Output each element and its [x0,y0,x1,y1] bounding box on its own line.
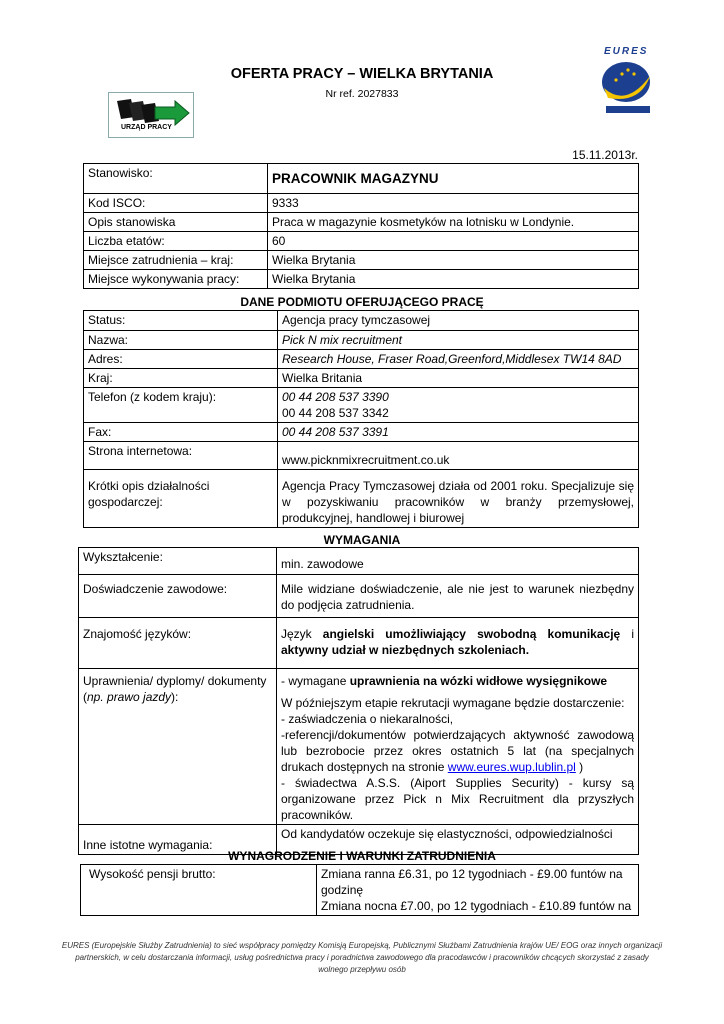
table-row [84,194,639,213]
business-description-label: Krótki opis działalności gospodarczej: [84,470,278,528]
fax-value: 00 44 208 537 3391 [278,423,639,442]
table-row [79,575,639,618]
permissions-text-f: ) [575,760,584,774]
table-row [84,213,639,232]
education-value: min. zawodowe [277,548,639,575]
job-position-value: PRACOWNIK MAGAZYNU [272,171,439,186]
website-link[interactable]: www.picknmixrecruitment.co.uk [282,453,450,467]
experience-value: Mile widziane doświadczenie, ale nie jest to warunek niezbędny do podjęcia zatrudnienia. [277,575,639,618]
table-row [79,669,639,825]
table-row [84,251,639,270]
permissions-text-c: W późniejszym etapie rekrutacji wymagane będzie dostarczenie: [281,696,625,710]
employment-country-label: Miejsce zatrudnienia – kraj: [84,251,268,270]
languages-text-4: aktywny udział w niezbędnych szkoleniach. [281,643,530,657]
company-name-label: Nazwa: [84,331,278,350]
employment-country-value: Wielka Brytania [268,251,639,270]
table-row [84,388,639,423]
other-requirements-value: Od kandydatów oczekuje się elastyczności, odpowiedzialności [277,825,639,855]
table-row [84,270,639,289]
phone-label: Telefon (z kodem kraju): [84,388,278,423]
salary-morning-shift: Zmiana ranna £6.31, po 12 tygodniach - £9.00 funtów na godzinę [321,867,623,897]
isco-value: 9333 [268,194,639,213]
salary-night-shift: Zmiana nocna £7.00, po 12 tygodniach - £10.89 funtów na [321,899,632,913]
address-label: Adres: [84,350,278,369]
table-row [84,442,639,470]
job-table [83,163,639,289]
offer-date: 15.11.2013r. [572,148,638,162]
job-description-value: Praca w magazynie kosmetyków na lotnisku w Londynie. [268,213,639,232]
employer-heading: DANE PODMIOTU OFERUJĄCEGO PRACĘ [240,295,484,309]
experience-label: Doświadczenie zawodowe: [79,575,277,618]
languages-label: Znajomość języków: [79,618,277,669]
address-value: Research House, Fraser Road,Greenford,Middlesex TW14 8AD [278,350,639,369]
permissions-label: Uprawnienia/ dyplomy/ dokumenty (np. prawo jazdy): [79,669,277,825]
permissions-text-g: - świadectwa A.S.S. (Aiport Supplies Security) - kursy są organizowane przez Pick n Mix Recruitment dla przyszłych pracowników. [281,776,634,822]
education-label: Wykształcenie: [79,548,277,575]
permissions-label-text: Uprawnienia/ dyplomy/ dokumenty [83,674,267,688]
table-row [84,470,639,528]
requirements-table [78,547,639,855]
table-row [79,618,639,669]
country-label: Kraj: [84,369,278,388]
table-row [84,232,639,251]
table-row [84,350,639,369]
pay-heading: WYNAGRODZENIE I WARUNKI ZATRUDNIENIA [228,849,496,863]
table-row [79,548,639,575]
permissions-value [277,669,639,825]
eures-lublin-link[interactable]: www.eures.wup.lublin.pl [447,760,576,774]
eures-logo-text: EURES [604,46,649,57]
phone-value-2: 00 44 208 537 3342 [282,406,389,420]
positions-count-label: Liczba etatów: [84,232,268,251]
permissions-text-e: -referencji/dokumentów potwierdzających aktywność zawodową lub bezrobocie przez okres ostatnich 5 lat (na specjalnych drukach dostępnych na stronie [281,728,634,774]
company-name-value: Pick N mix recruitment [278,331,639,350]
eures-logo [596,46,662,118]
status-value: Agencja pracy tymczasowej [278,311,639,331]
salary-label: Wysokość pensji brutto: [81,865,317,916]
website-label: Strona internetowa: [84,442,278,470]
requirements-heading: WYMAGANIA [323,533,401,547]
table-row [84,164,639,194]
permissions-forklift: uprawnienia na wózki widłowe wysięgnikowe [349,674,608,688]
permissions-text-d: - zaświadczenia o niekaralności, [281,712,454,726]
table-row [84,311,639,331]
languages-value [277,618,639,669]
table-row [81,865,639,916]
table-row [84,423,639,442]
footer-note: EURES (Europejskie Służby Zatrudnienia) to sieć współpracy pomiędzy Komisją Europejską, Publicznymi Służbami Zatrudnienia krajów UE/ EOG oraz innych organizacji partnerskich, w celu dostarczania informacji, usług pośrednictwa pracy i poradnictwa zawodowego dla pracodawców i pracowników chcących skorzystać z zasady wolnego przepływu osób [61,941,663,974]
languages-text-3: i [620,627,634,641]
page-title: OFERTA PRACY – WIELKA BRYTANIA [230,66,494,82]
isco-label: Kod ISCO: [84,194,268,213]
languages-text-1: Język [281,627,323,641]
reference-number: Nr ref. 2027833 [325,88,399,100]
pay-table [80,864,639,916]
work-place-label: Miejsce wykonywania pracy: [84,270,268,289]
country-value: Wielka Britania [278,369,639,388]
phone-value-1: 00 44 208 537 3390 [282,390,389,404]
permissions-text-a: - wymagane [281,674,350,688]
status-label: Status: [84,311,278,331]
languages-text-2: angielski umożliwiający swobodną komunikację [322,627,621,641]
other-requirements-label: Inne istotne wymagania: [79,825,277,855]
fax-label: Fax: [84,423,278,442]
urzad-pracy-logo-text: URZĄD PRACY [121,124,172,131]
business-description-value: Agencja Pracy Tymczasowej działa od 2001 roku. Specjalizuje się w pozyskiwaniu pracowników w branży przemysłowej, produkcyjnej, handlowej i biurowej [278,470,639,528]
table-row [84,331,639,350]
job-description-label: Opis stanowiska [84,213,268,232]
job-position-label: Stanowisko: [84,164,268,194]
work-place-value: Wielka Brytania [268,270,639,289]
permissions-label-example: np. prawo jazdy [87,690,172,704]
employer-table [83,310,639,528]
positions-count-value: 60 [268,232,639,251]
table-row [84,369,639,388]
